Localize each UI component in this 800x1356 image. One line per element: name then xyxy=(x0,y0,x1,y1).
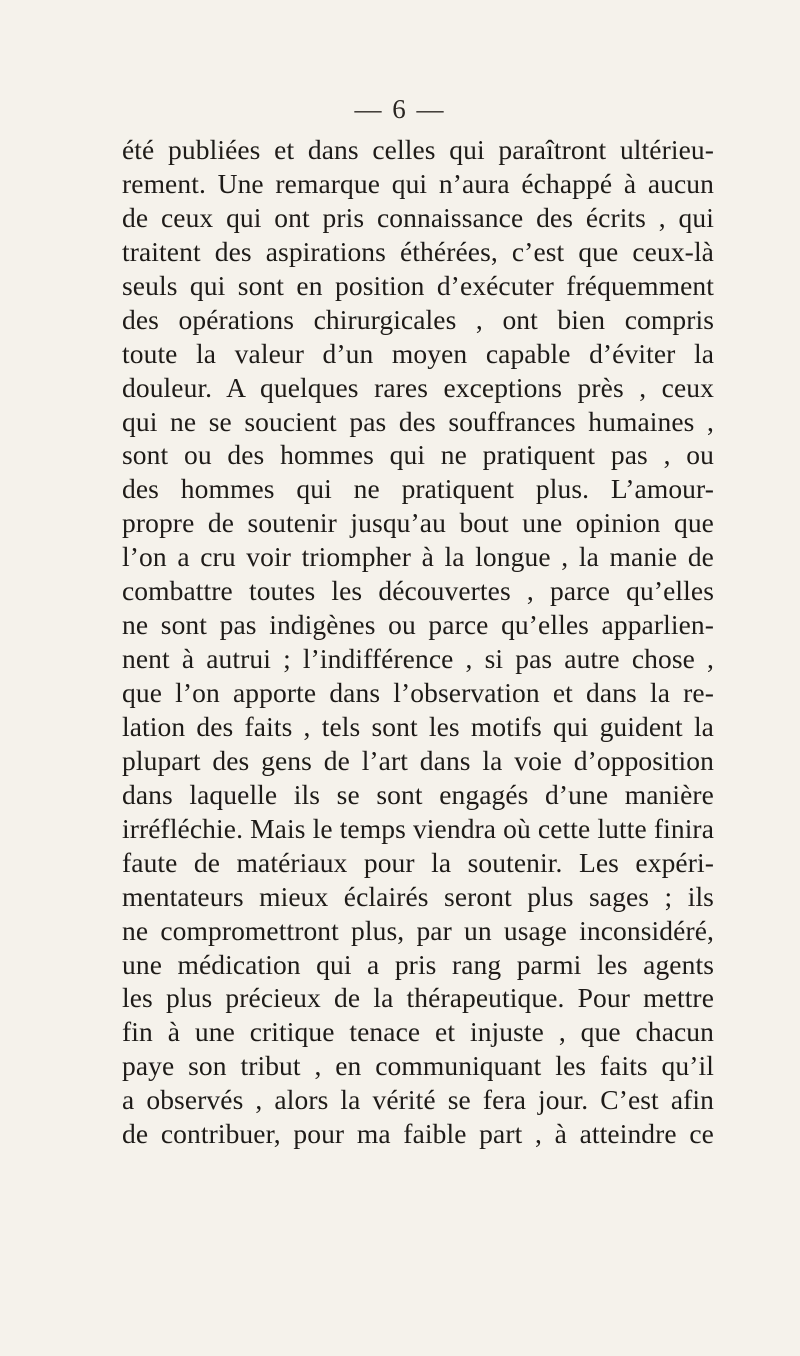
text-line: faute de matériaux pour la soutenir. Les expéri- xyxy=(122,846,714,878)
text-line: sont ou des hommes qui ne pratiquent pas , ou xyxy=(122,439,714,471)
text-line: des opérations chirurgicales , ont bien compris xyxy=(122,303,714,335)
text-line: lation des faits , tels sont les motifs qui guident la xyxy=(122,710,714,742)
text-line: dans laquelle ils se sont engagés d’une manière xyxy=(122,778,714,810)
text-line: que l’on apporte dans l’observation et dans la re- xyxy=(122,677,714,708)
text-line: de contribuer, pour ma faible part , à atteindre ce xyxy=(122,1118,714,1150)
text-line: seuls qui sont en position d’exécuter fréquemment xyxy=(122,269,714,301)
text-line: ne compromettront plus, par un usage inconsidéré, xyxy=(122,914,714,946)
text-line: des hommes qui ne pratiquent plus. L’amour- xyxy=(122,473,714,505)
text-line: paye son tribut , en communiquant les faits qu’il xyxy=(122,1050,714,1082)
text-line: plupart des gens de l’art dans la voie d’opposition xyxy=(122,744,714,776)
page-number: — 6 — xyxy=(354,94,446,124)
text-line: fin à une critique tenace et injuste , que chacun xyxy=(122,1016,714,1048)
text-line: de ceux qui ont pris connaissance des écrits , qui xyxy=(122,201,714,233)
text-line: combattre toutes les découvertes , parce qu’elles xyxy=(122,575,714,607)
text-line: les plus précieux de la thérapeutique. Pour mettre xyxy=(122,982,714,1014)
text-line: une médication qui a pris rang parmi les agents xyxy=(122,948,714,980)
body-text xyxy=(122,133,714,1151)
text-line: qui ne se soucient pas des souffrances humaines , xyxy=(122,405,714,437)
text-line: été publiées et dans celles qui paraîtront ultérieu- xyxy=(122,134,714,165)
text-line: mentateurs mieux éclairés seront plus sages ; ils xyxy=(122,880,714,912)
text-line: irréfléchie. Mais le temps viendra où cette lutte finira xyxy=(122,812,714,844)
text-line: douleur. A quelques rares exceptions près , ceux xyxy=(122,371,714,403)
text-line: l’on a cru voir triompher à la longue , la manie de xyxy=(122,541,714,573)
text-line: a observés , alors la vérité se fera jour. C’est afin xyxy=(122,1084,714,1116)
text-line: nent à autrui ; l’indifférence , si pas autre chose , xyxy=(122,643,714,675)
text-line: toute la valeur d’un moyen capable d’éviter la xyxy=(122,337,714,369)
text-line: propre de soutenir jusqu’au bout une opinion que xyxy=(122,507,714,539)
text-line: traitent des aspirations éthérées, c’est que ceux-là xyxy=(122,235,714,267)
text-line: ne sont pas indigènes ou parce qu’elles apparlien- xyxy=(122,609,714,641)
text-line: rement. Une remarque qui n’aura échappé à aucun xyxy=(122,167,714,199)
